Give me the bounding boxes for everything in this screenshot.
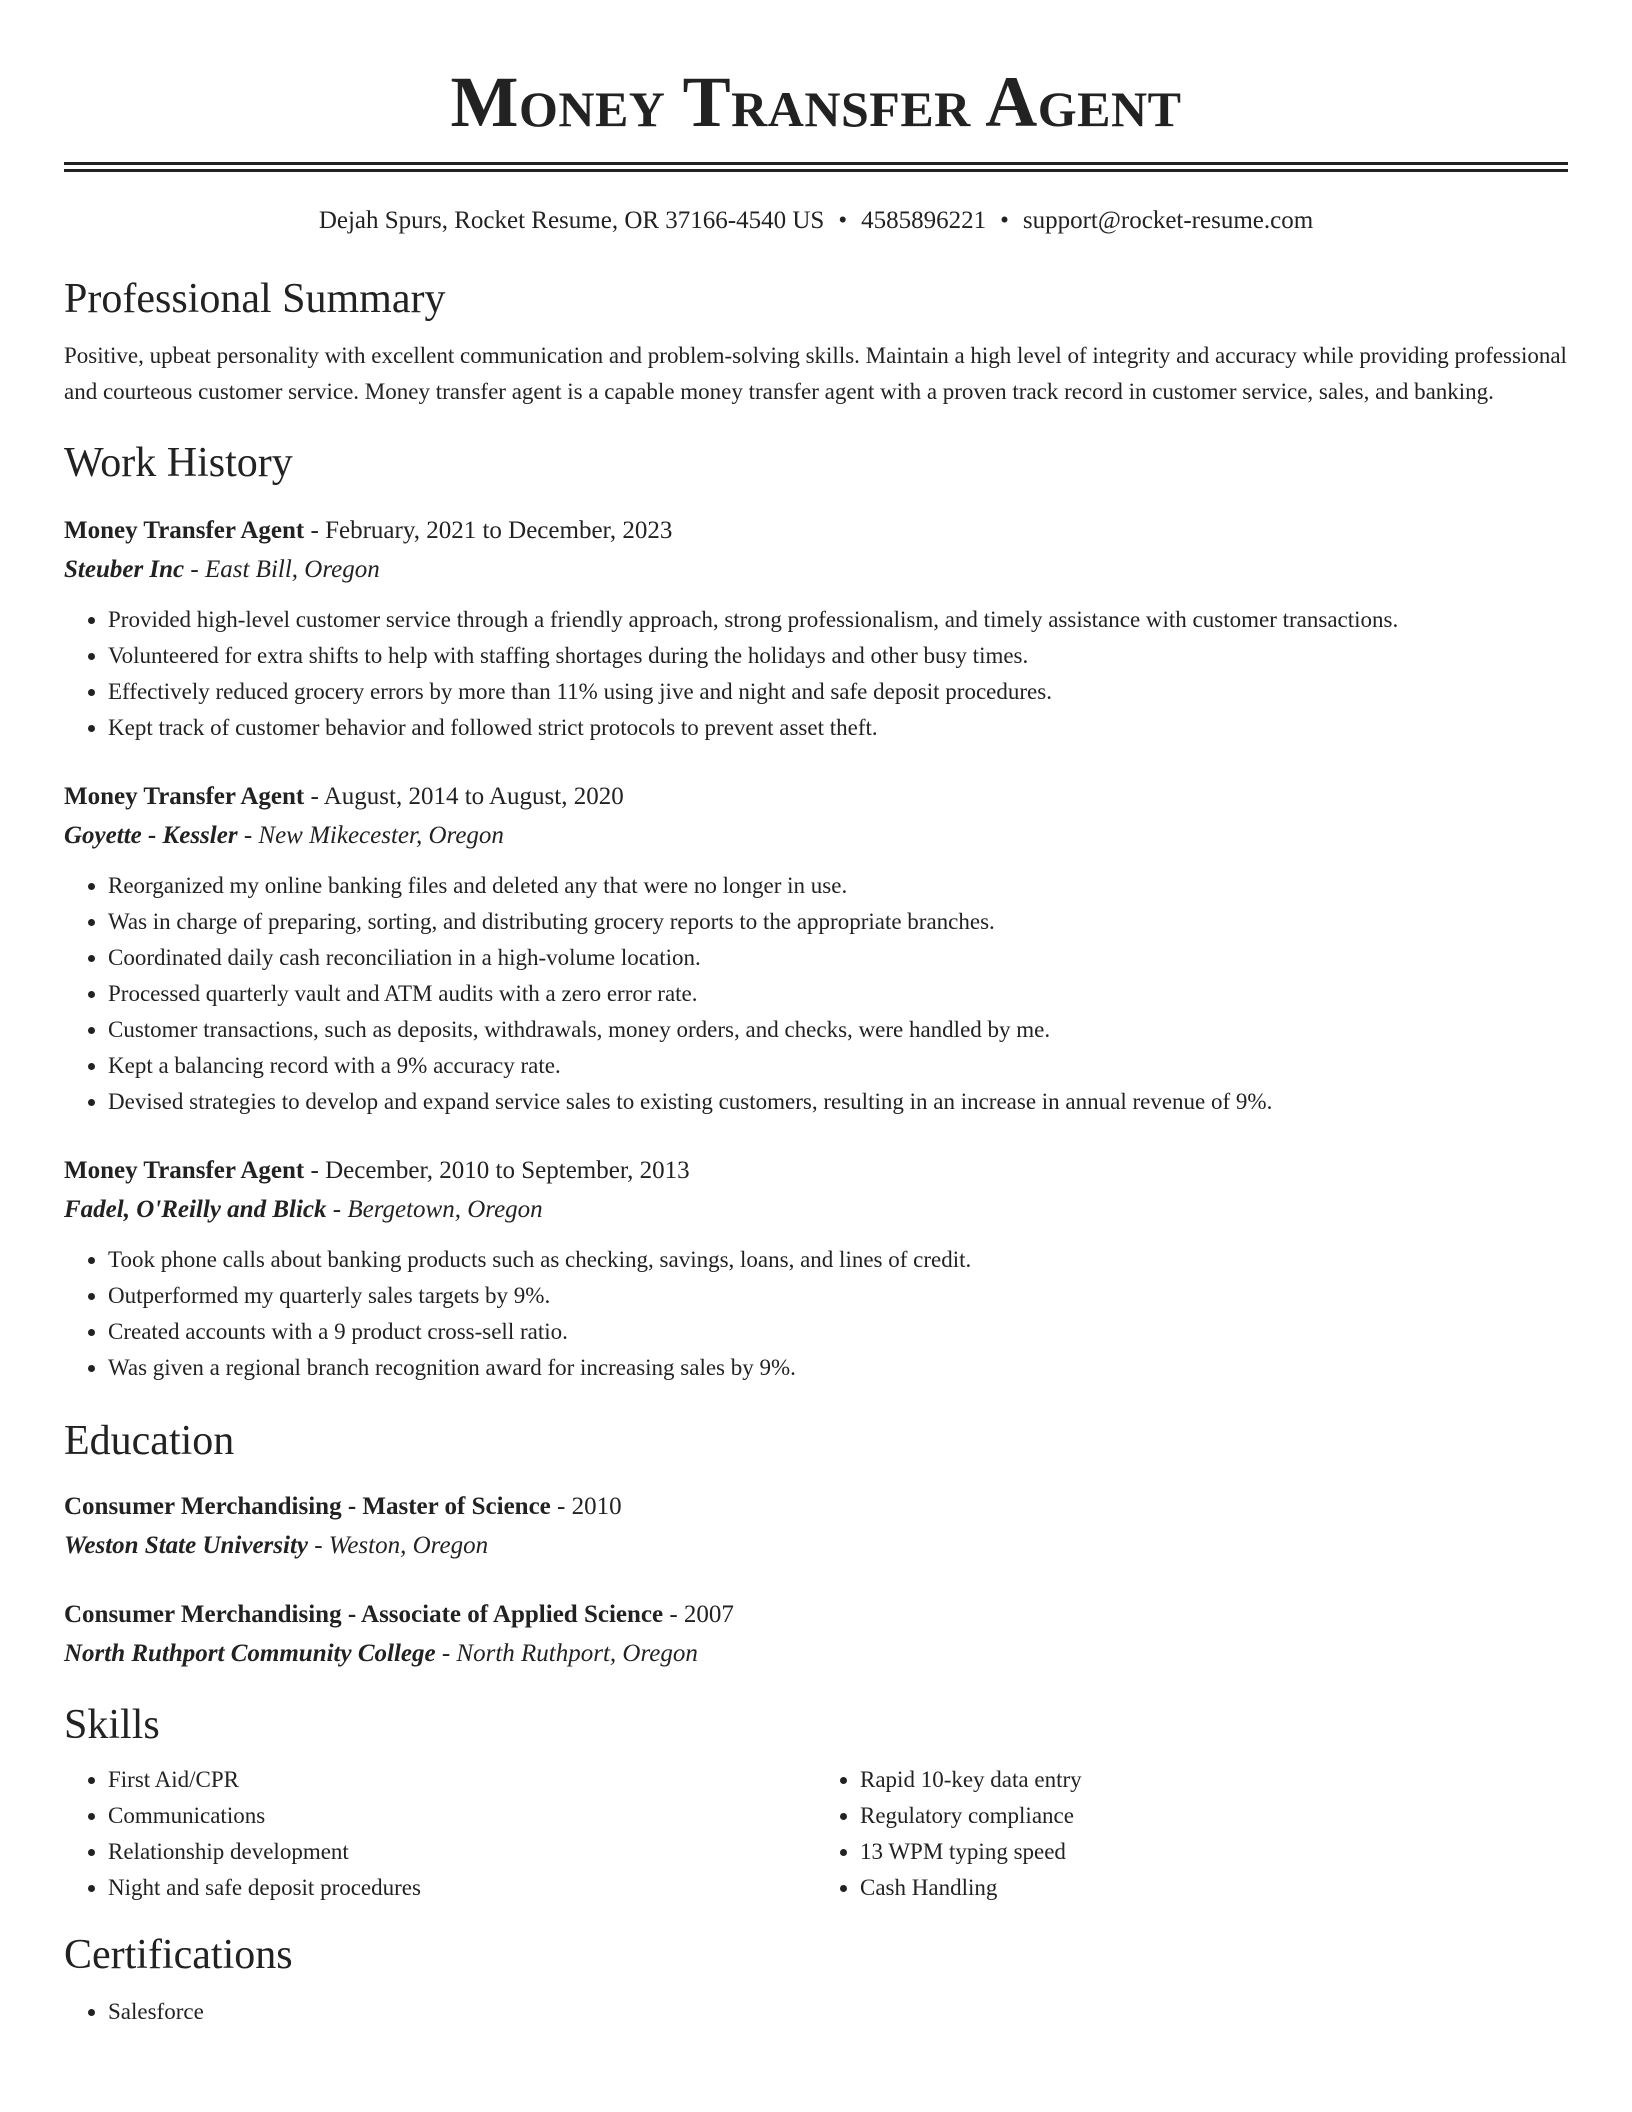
- job-company: Fadel, O'Reilly and Blick: [64, 1196, 327, 1223]
- job-dates: - August, 2014 to August, 2020: [304, 783, 624, 810]
- skill-item: • Regulatory compliance: [860, 1798, 1568, 1834]
- job-bullet: • Took phone calls about banking products such as checking, savings, loans, and lines of credit.: [108, 1242, 1568, 1278]
- job-location: - Bergetown, Oregon: [326, 1196, 543, 1223]
- degree-line: [64, 1488, 1568, 1526]
- certification-item: • Salesforce: [108, 1994, 1568, 2030]
- contact-separator: •: [1000, 207, 1009, 234]
- job-company: Steuber Inc: [64, 556, 185, 583]
- school-line: [64, 1526, 1568, 1566]
- school-location: - North Ruthport, Oregon: [435, 1640, 698, 1667]
- job-dates: - February, 2021 to December, 2023: [304, 517, 673, 544]
- job-bullets: [64, 868, 1568, 1120]
- job-title: Money Transfer Agent: [64, 783, 305, 810]
- job-bullet: • Kept track of customer behavior and followed strict protocols to prevent asset theft.: [108, 710, 1568, 746]
- job-bullet: • Provided high-level customer service through a friendly approach, strong professionalism, and timely assistance with customer transactions.: [108, 602, 1568, 638]
- job-title: Money Transfer Agent: [64, 1157, 305, 1184]
- summary-text: Positive, upbeat personality with excellent communication and problem-solving skills. Maintain a high level of integrity and accuracy while providing professional and courteous customer service. Money transfer agent is a capable money transfer agent with a proven track record in customer service, sales, and banking.: [64, 343, 1567, 404]
- degree-year: - 2010: [550, 1493, 622, 1520]
- job-bullets: [64, 1242, 1568, 1386]
- job-title-line: [64, 778, 1568, 816]
- skill-item: • 13 WPM typing speed: [860, 1834, 1568, 1870]
- job-entry: [64, 512, 1568, 746]
- job-title: Money Transfer Agent: [64, 517, 305, 544]
- contact-separator: •: [838, 207, 848, 234]
- job-location: - New Mikecester, Oregon: [237, 822, 504, 849]
- skill-item: • Cash Handling: [860, 1870, 1568, 1906]
- job-dates: - December, 2010 to September, 2013: [304, 1157, 690, 1184]
- contact-phone: 4585896221: [861, 207, 987, 234]
- skill-item: • Communications: [108, 1798, 816, 1834]
- degree: Consumer Merchandising - Associate of Applied Science: [64, 1601, 664, 1628]
- resume-page: [64, 0, 1568, 2030]
- job-location: - East Bill, Oregon: [184, 556, 380, 583]
- skill-item: • Relationship development: [108, 1834, 816, 1870]
- school: Weston State University: [64, 1532, 308, 1559]
- contact-address: Dejah Spurs, Rocket Resume, OR 37166-4540 US: [318, 207, 825, 234]
- title-double-rule: [64, 162, 1568, 172]
- skill-item: • Night and safe deposit procedures: [108, 1870, 816, 1906]
- job-entry: [64, 1152, 1568, 1386]
- job-company: Goyette - Kessler: [64, 822, 238, 849]
- skills-heading: Skills: [64, 1702, 160, 1748]
- school-line: [64, 1634, 1568, 1674]
- degree: Consumer Merchandising - Master of Science: [64, 1493, 551, 1520]
- job-company-line: [64, 550, 1568, 590]
- skills-columns: [64, 1762, 1568, 1906]
- job-bullet: • Effectively reduced grocery errors by more than 11% using jive and night and safe deposit procedures.: [108, 674, 1568, 710]
- job-bullet: • Was in charge of preparing, sorting, and distributing grocery reports to the appropriate branches.: [108, 904, 1568, 940]
- job-bullet: • Kept a balancing record with a 9% accuracy rate.: [108, 1048, 1568, 1084]
- education-entry: [64, 1596, 1568, 1674]
- job-title-line: [64, 512, 1568, 550]
- summary-heading: Professional Summary: [64, 276, 446, 322]
- contact-email: support@rocket-resume.com: [1022, 207, 1314, 234]
- certifications-heading: Certifications: [64, 1932, 293, 1978]
- skill-item: • Rapid 10-key data entry: [860, 1762, 1568, 1798]
- job-bullet: • Created accounts with a 9 product cross-sell ratio.: [108, 1314, 1568, 1350]
- degree-line: [64, 1596, 1568, 1634]
- education-entry: [64, 1488, 1568, 1566]
- job-bullet: • Outperformed my quarterly sales targets by 9%.: [108, 1278, 1568, 1314]
- degree-year: - 2007: [663, 1601, 734, 1628]
- job-entry: [64, 778, 1568, 1120]
- job-bullet: • Coordinated daily cash reconciliation in a high-volume location.: [108, 940, 1568, 976]
- job-company-line: [64, 1190, 1568, 1230]
- resume-title: Money Transfer Agent: [450, 62, 1182, 142]
- education-heading: Education: [64, 1418, 235, 1464]
- school-location: - Weston, Oregon: [307, 1532, 489, 1559]
- certifications-section: [64, 1994, 1568, 2030]
- job-bullet: • Volunteered for extra shifts to help with staffing shortages during the holidays and other busy times.: [108, 638, 1568, 674]
- job-bullet: • Customer transactions, such as deposits, withdrawals, money orders, and checks, were handled by me.: [108, 1012, 1568, 1048]
- job-bullets: [64, 602, 1568, 746]
- skill-item: • First Aid/CPR: [108, 1762, 816, 1798]
- contact-line: [64, 206, 1568, 236]
- skills-left-list: [64, 1762, 816, 1906]
- certifications-list: [64, 1994, 1568, 2030]
- job-bullet: • Was given a regional branch recognition award for increasing sales by 9%.: [108, 1350, 1568, 1386]
- school: North Ruthport Community College: [64, 1640, 436, 1667]
- skills-right-list: [816, 1762, 1568, 1906]
- job-bullet: • Processed quarterly vault and ATM audits with a zero error rate.: [108, 976, 1568, 1012]
- job-bullet: • Reorganized my online banking files and deleted any that were no longer in use.: [108, 868, 1568, 904]
- work-history-heading: Work History: [64, 440, 293, 486]
- job-bullet: • Devised strategies to develop and expand service sales to existing customers, resulting in an increase in annual revenue of 9%.: [108, 1084, 1568, 1120]
- job-title-line: [64, 1152, 1568, 1190]
- job-company-line: [64, 816, 1568, 856]
